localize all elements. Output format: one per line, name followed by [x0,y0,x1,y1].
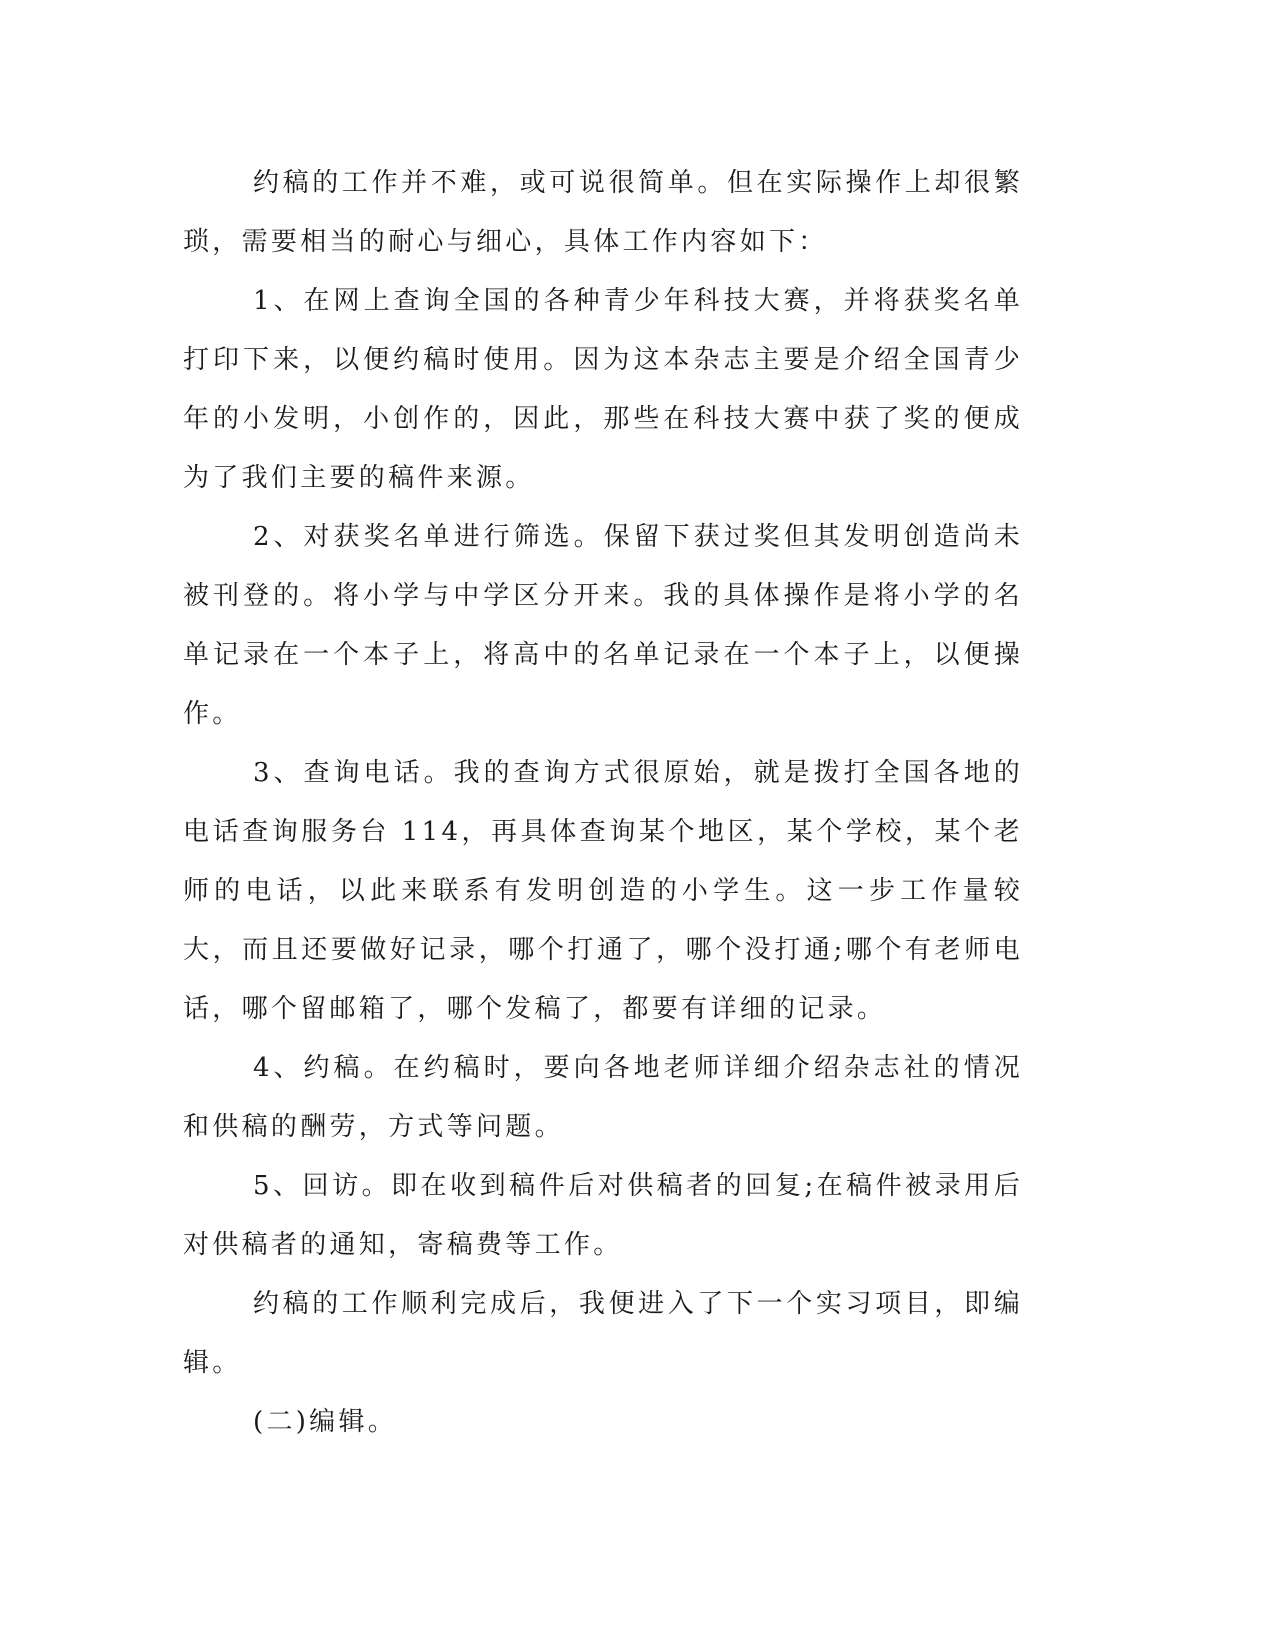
paragraph-step-1: 1、在网上查询全国的各种青少年科技大赛，并将获奖名单打印下来，以便约稿时使用。因为这本杂志主要是介绍全国青少年的小发明，小创作的，因此，那些在科技大赛中获了奖的便成为了我们主要的稿件来源。 [183,286,1023,493]
paragraph-step-3: 3、查询电话。我的查询方式很原始，就是拨打全国各地的电话查询服务台 114，再具体查询某个地区，某个学校，某个老师的电话，以此来联系有发明创造的小学生。这一步工作量较大，而且还要做好记录，哪个打通了，哪个没打通;哪个有老师电话，哪个留邮箱了，哪个发稿了，都要有详细的记录。 [183,758,1023,1024]
document-body [183,154,1023,1452]
paragraph-step-2: 2、对获奖名单进行筛选。保留下获过奖但其发明创造尚未被刊登的。将小学与中学区分开来。我的具体操作是将小学的名单记录在一个本子上，将高中的名单记录在一个本子上，以便操作。 [183,522,1023,729]
section-heading-editing: (二)编辑。 [253,1407,398,1437]
paragraph-step-4: 4、约稿。在约稿时，要向各地老师详细介绍杂志社的情况和供稿的酬劳，方式等问题。 [183,1053,1023,1142]
paragraph-step-5: 5、回访。即在收到稿件后对供稿者的回复;在稿件被录用后对供稿者的通知，寄稿费等工作。 [183,1171,1023,1260]
paragraph-conclusion: 约稿的工作顺利完成后，我便进入了下一个实习项目，即编辑。 [183,1289,1023,1378]
paragraph-intro: 约稿的工作并不难，或可说很简单。但在实际操作上却很繁琐，需要相当的耐心与细心，具体工作内容如下： [183,168,1023,257]
